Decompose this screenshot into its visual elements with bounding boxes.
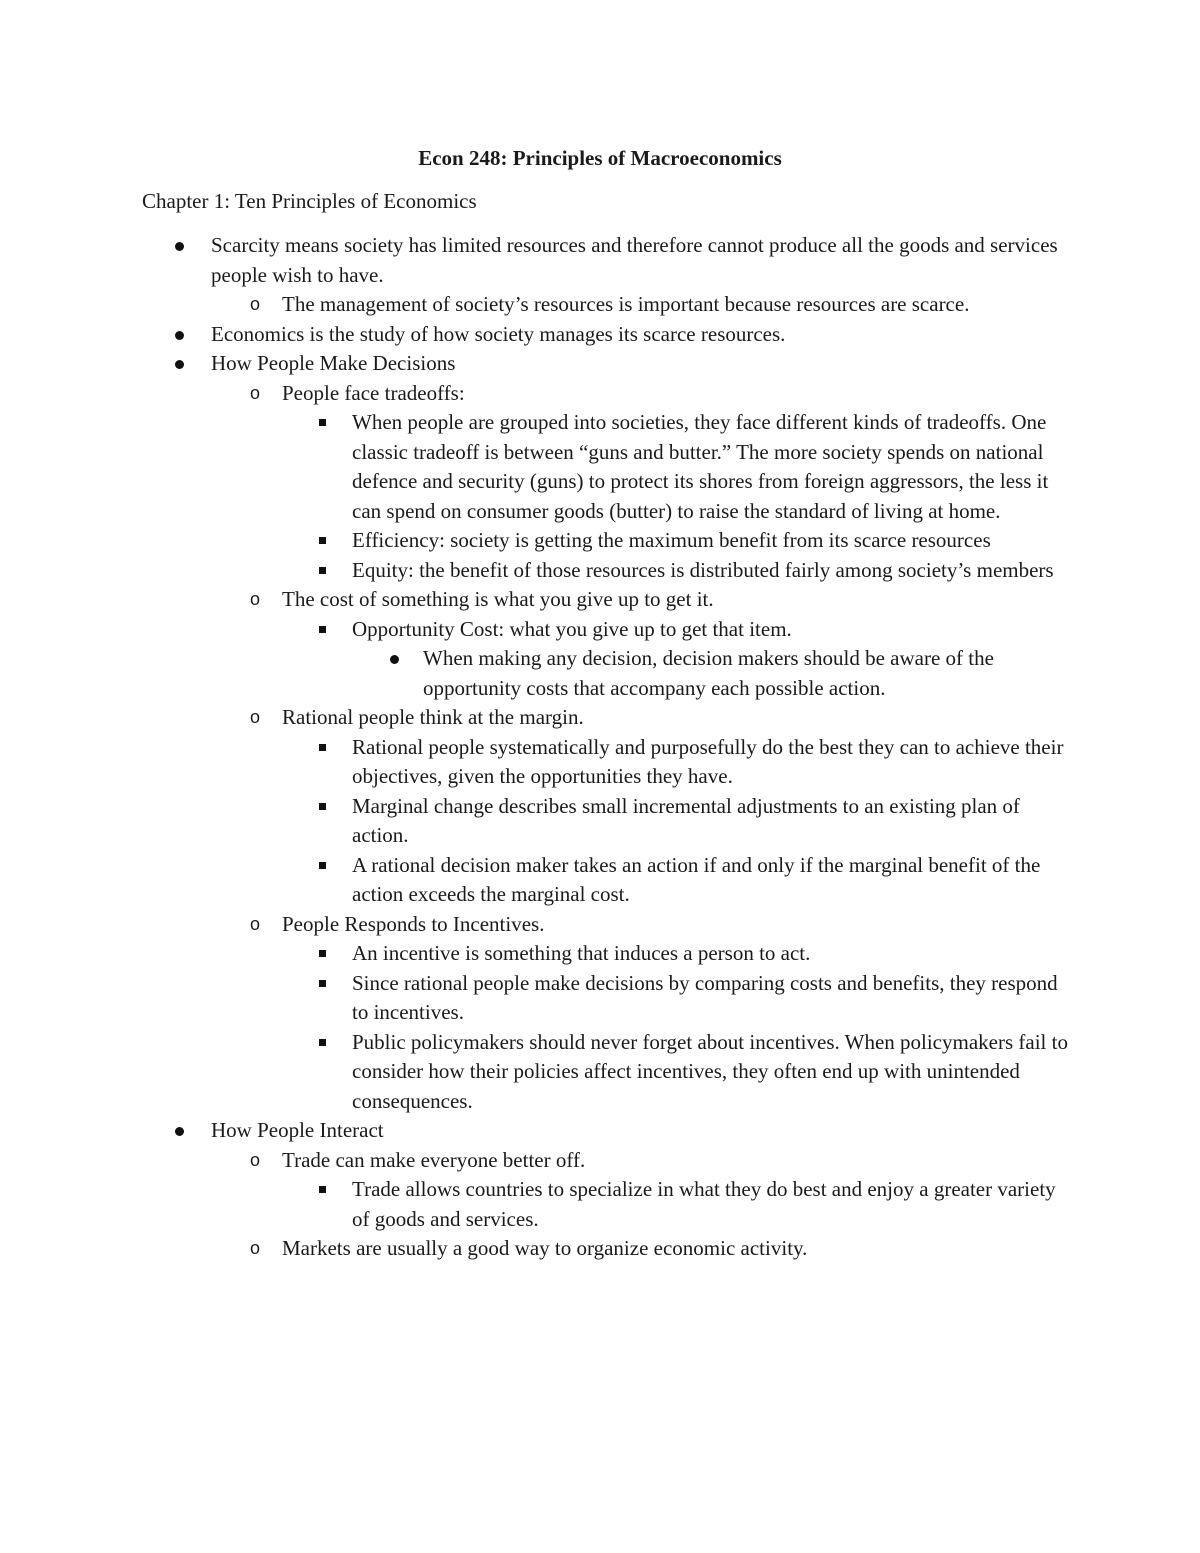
outline-item-text: People Responds to Incentives.: [282, 911, 545, 936]
circle-o-icon: o: [249, 294, 260, 314]
outline-item-level-3: [0, 939, 1200, 969]
outline-item-level-4: [0, 644, 1200, 703]
outline-item-level-3: [0, 1175, 1200, 1234]
outline-item-level-2: [0, 910, 1200, 940]
outline-item-text: The cost of something is what you give up to get it.: [282, 587, 714, 611]
outline-item-text: Public policymakers should never forget about incentives. When policymakers fail to consider how their policies affect incentives, they often end up with unintended consequences.: [352, 1029, 1068, 1113]
outline-item-text: Markets are usually a good way to organize economic activity.: [282, 1236, 808, 1260]
outline-item-text: Scarcity means society has limited resources and therefore cannot produce all the goods and services people wish to have.: [211, 233, 1058, 287]
outline-item-text: Opportunity Cost: what you give up to get that item.: [352, 616, 792, 641]
outline-item-text: Efficiency: society is getting the maximum benefit from its scarce resources: [352, 528, 991, 552]
outline-item-text: Marginal change describes small incremental adjustments to an existing plan of action.: [352, 793, 1020, 847]
outline-item-level-2: [0, 1146, 1200, 1176]
outline-item-level-3: [0, 526, 1200, 556]
outline-item-level-1: [0, 349, 1200, 379]
outline-item-text: Trade allows countries to specialize in what they do best and enjoy a greater variety of goods and services.: [352, 1177, 1056, 1231]
outline-item-text: How People Make Decisions: [211, 351, 456, 375]
outline-item-level-2: [0, 585, 1200, 615]
outline-item-level-1: [0, 320, 1200, 350]
circle-o-icon: o: [249, 589, 260, 609]
circle-o-icon: o: [249, 382, 260, 403]
outline-item-level-1: [0, 231, 1200, 290]
outline-item-text: Rational people systematically and purposefully do the best they can to achieve their objectives, given the opportunities they have.: [352, 734, 1064, 788]
circle-o-icon: o: [249, 1149, 260, 1170]
outline-item-level-3: [0, 556, 1200, 586]
document-title: Econ 248: Principles of Macroeconomics: [418, 146, 782, 170]
outline-item-level-3: [0, 792, 1200, 851]
outline-item-level-3: [0, 615, 1200, 645]
outline-item-text: Since rational people make decisions by comparing costs and benefits, they respond to incentives.: [352, 970, 1058, 1024]
outline-item-text: An incentive is something that induces a person to act.: [352, 941, 811, 965]
outline-item-level-3: [0, 408, 1200, 526]
outline-item-text: Trade can make everyone better off.: [282, 1147, 586, 1172]
outline-item-level-3: [0, 733, 1200, 792]
outline-item-level-2: [0, 703, 1200, 733]
outline-item-text: Equity: the benefit of those resources is distributed fairly among society’s members: [352, 557, 1054, 582]
outline-item-text: How People Interact: [211, 1118, 384, 1142]
outline-item-level-2: [0, 1234, 1200, 1264]
outline-item-level-3: [0, 969, 1200, 1028]
outline-item-text: When making any decision, decision makers should be aware of the opportunity costs that accompany each possible action.: [423, 646, 994, 700]
outline-item-level-3: [0, 1028, 1200, 1117]
outline-item-text: The management of society’s resources is important because resources are scarce.: [282, 292, 970, 316]
chapter-heading: Chapter 1: Ten Principles of Economics: [142, 189, 477, 213]
circle-o-icon: o: [249, 1238, 260, 1258]
notes-outline: [0, 231, 1200, 1264]
outline-item-text: A rational decision maker takes an action if and only if the marginal benefit of the action exceeds the marginal cost.: [352, 852, 1041, 906]
outline-item-text: Rational people think at the margin.: [282, 705, 584, 729]
circle-o-icon: o: [249, 707, 260, 727]
outline-item-level-2: [0, 290, 1200, 320]
circle-o-icon: o: [249, 913, 260, 934]
outline-item-text: Economics is the study of how society manages its scarce resources.: [211, 321, 786, 346]
outline-item-text: When people are grouped into societies, they face different kinds of tradeoffs. One classic tradeoff is between “guns and butter.” The more society spends on national defence and security (guns) to protect its shores from foreign aggressors, the less it can spend on consumer goods (butter) to raise the standard of living at home.: [352, 410, 1049, 523]
outline-item-level-1: [0, 1116, 1200, 1146]
outline-item-text: People face tradeoffs:: [282, 380, 465, 405]
outline-item-level-3: [0, 851, 1200, 910]
outline-item-level-2: [0, 379, 1200, 409]
